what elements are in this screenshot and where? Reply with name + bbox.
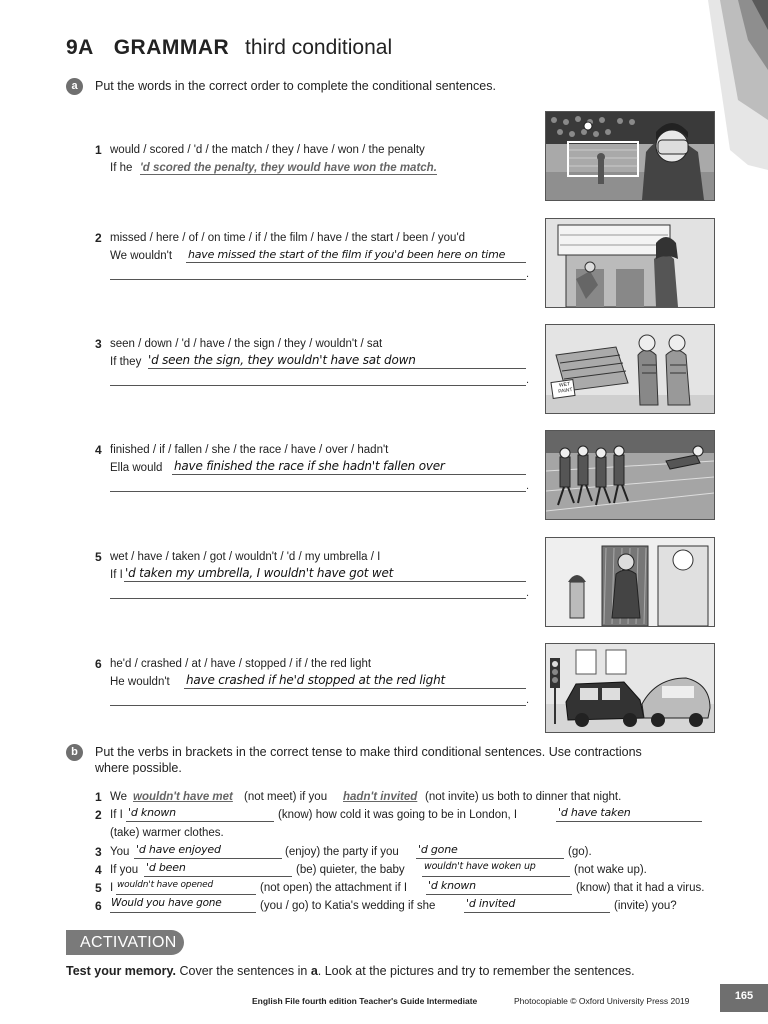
line-end-dot: . (526, 374, 530, 386)
item-prompt: missed / here / of / on time / if / the film / have / the start / been / you'd (110, 232, 466, 244)
item-number: 5 (95, 881, 102, 895)
section-name: GRAMMAR (113, 36, 230, 59)
answer-line (110, 279, 526, 280)
answer-line (556, 821, 702, 822)
activation-text-a: Cover the sentences in (179, 964, 308, 978)
handwritten-answer: 'd have enjoyed (136, 843, 221, 856)
sentence-text: You (110, 846, 130, 858)
item-number: 3 (95, 845, 102, 859)
sentence-text: I (110, 882, 114, 894)
handwritten-answer: 'd been (146, 861, 186, 874)
sentence-text: (know) that it had a virus. (576, 882, 705, 894)
item-prompt: seen / down / 'd / have / the sign / they / wouldn't / sat (110, 338, 383, 350)
activation-label: ACTIVATION (80, 934, 177, 951)
handwritten-answer: 'd known (128, 806, 176, 819)
sentence-text: (enjoy) the party if you (285, 846, 399, 858)
sentence-text: (know) how cold it was going to be in London, I (278, 809, 518, 821)
answer-line (134, 858, 282, 859)
sentence-text: If you (110, 864, 139, 876)
item-number: 2 (95, 808, 102, 822)
item-lead: If he (110, 162, 133, 174)
picture-crash (545, 643, 715, 733)
line-end-dot: . (526, 587, 530, 599)
item-number: 3 (95, 337, 102, 351)
sentence-text: We (110, 791, 128, 803)
answer-line (110, 598, 526, 599)
picture-race (545, 430, 715, 520)
picture-penalty (545, 111, 715, 201)
picture-umbrella (545, 537, 715, 627)
handwritten-answer: have missed the start of the film if you'd been here on time (188, 248, 506, 261)
answer-line (422, 876, 570, 877)
answer-line (126, 821, 274, 822)
answer-line (110, 912, 256, 913)
part-b-instruction-line2: where possible. (95, 761, 182, 775)
activation-text-b: . Look at the pictures and try to remember the sentences. (317, 964, 635, 978)
activation-bold: Test your memory. (66, 964, 176, 978)
handwritten-answer: 'd taken my umbrella, I wouldn't have got wet (125, 566, 394, 580)
page-title (66, 36, 392, 60)
part-a-marker: a (66, 78, 83, 95)
handwritten-answer: wouldn't have opened (117, 880, 214, 890)
part-a-instruction: Put the words in the correct order to complete the conditional sentences. (95, 79, 496, 93)
item-prompt: wet / have / taken / got / wouldn't / 'd / my umbrella / I (110, 551, 381, 563)
item-number: 1 (95, 790, 102, 804)
handwritten-answer: 'd have taken (558, 806, 631, 819)
item-lead: He wouldn't (110, 676, 170, 688)
handwritten-answer: 'd gone (418, 843, 458, 856)
item-prompt: would / scored / 'd / the match / they / have / won / the penalty (110, 144, 425, 156)
page-number: 165 (720, 984, 768, 1012)
answer-line (144, 876, 292, 877)
item-number: 2 (95, 231, 102, 245)
model-answer: 'd scored the penalty, they would have won the match. (140, 162, 437, 174)
activation-banner (66, 930, 184, 955)
sentence-text: (you / go) to Katia's wedding if she (260, 900, 436, 912)
answer-line (416, 858, 564, 859)
topic: third conditional (245, 36, 393, 59)
wet-paint-sign: WET PAINT (557, 381, 573, 395)
handwritten-answer: have crashed if he'd stopped at the red light (186, 673, 445, 687)
item-lead: If I (110, 569, 123, 581)
answer-line (426, 894, 572, 895)
answer-line (184, 688, 526, 689)
answer-line (464, 912, 610, 913)
item-prompt: finished / if / fallen / she / the race / have / over / hadn't (110, 444, 389, 456)
model-answer: hadn't invited (343, 791, 418, 803)
picture-bench (545, 324, 715, 414)
item-number: 1 (95, 143, 102, 157)
corner-decoration (708, 0, 768, 170)
answer-line (110, 491, 526, 492)
model-answer: wouldn't have met (133, 791, 233, 803)
answer-line (124, 581, 526, 582)
line-end-dot: . (526, 480, 530, 492)
handwritten-answer: Would you have gone (111, 897, 222, 909)
activation-text (66, 964, 635, 978)
handwritten-answer: 'd seen the sign, they wouldn't have sat down (148, 353, 416, 367)
sentence-text: (not meet) if you (244, 791, 328, 803)
handwritten-answer: 'd known (428, 879, 476, 892)
item-lead: If they (110, 356, 142, 368)
picture-cinema (545, 218, 715, 308)
answer-line (186, 262, 526, 263)
line-end-dot: . (526, 268, 530, 280)
sentence-text: (invite) you? (614, 900, 677, 912)
sentence-text: (not invite) us both to dinner that night. (425, 791, 622, 803)
answer-line (172, 474, 526, 475)
sentence-text: (go). (568, 846, 592, 858)
sentence-text: If I (110, 809, 123, 821)
unit-code: 9A (66, 36, 94, 59)
item-lead: We wouldn't (110, 250, 173, 262)
item-lead: Ella would (110, 462, 163, 474)
part-b-instruction-line1: Put the verbs in brackets in the correct tense to make third conditional sentences. Use contractions (95, 745, 642, 759)
footer-book: English File fourth edition Teacher's Guide Intermediate (252, 996, 478, 1006)
item-number: 4 (95, 863, 102, 877)
activation-letter: a (310, 964, 318, 978)
sentence-text: (not open) the attachment if I (260, 882, 408, 894)
answer-line (116, 894, 256, 895)
handwritten-answer: wouldn't have woken up (424, 861, 536, 872)
handwritten-answer: have finished the race if she hadn't fallen over (174, 459, 445, 473)
footer-copyright: Photocopiable © Oxford University Press 2019 (514, 996, 690, 1006)
sentence-text: (take) warmer clothes. (110, 827, 224, 839)
item-number: 6 (95, 657, 102, 671)
answer-line (148, 368, 526, 369)
sentence-text: (not wake up). (574, 864, 647, 876)
item-prompt: he'd / crashed / at / have / stopped / if / the red light (110, 658, 372, 670)
answer-line (110, 385, 526, 386)
part-b-marker: b (66, 744, 83, 761)
sentence-text: (be) quieter, the baby (296, 864, 405, 876)
handwritten-answer: 'd invited (466, 897, 516, 910)
answer-line (110, 705, 526, 706)
item-number: 6 (95, 899, 102, 913)
item-number: 4 (95, 443, 102, 457)
item-number: 5 (95, 550, 102, 564)
line-end-dot: . (526, 694, 530, 706)
